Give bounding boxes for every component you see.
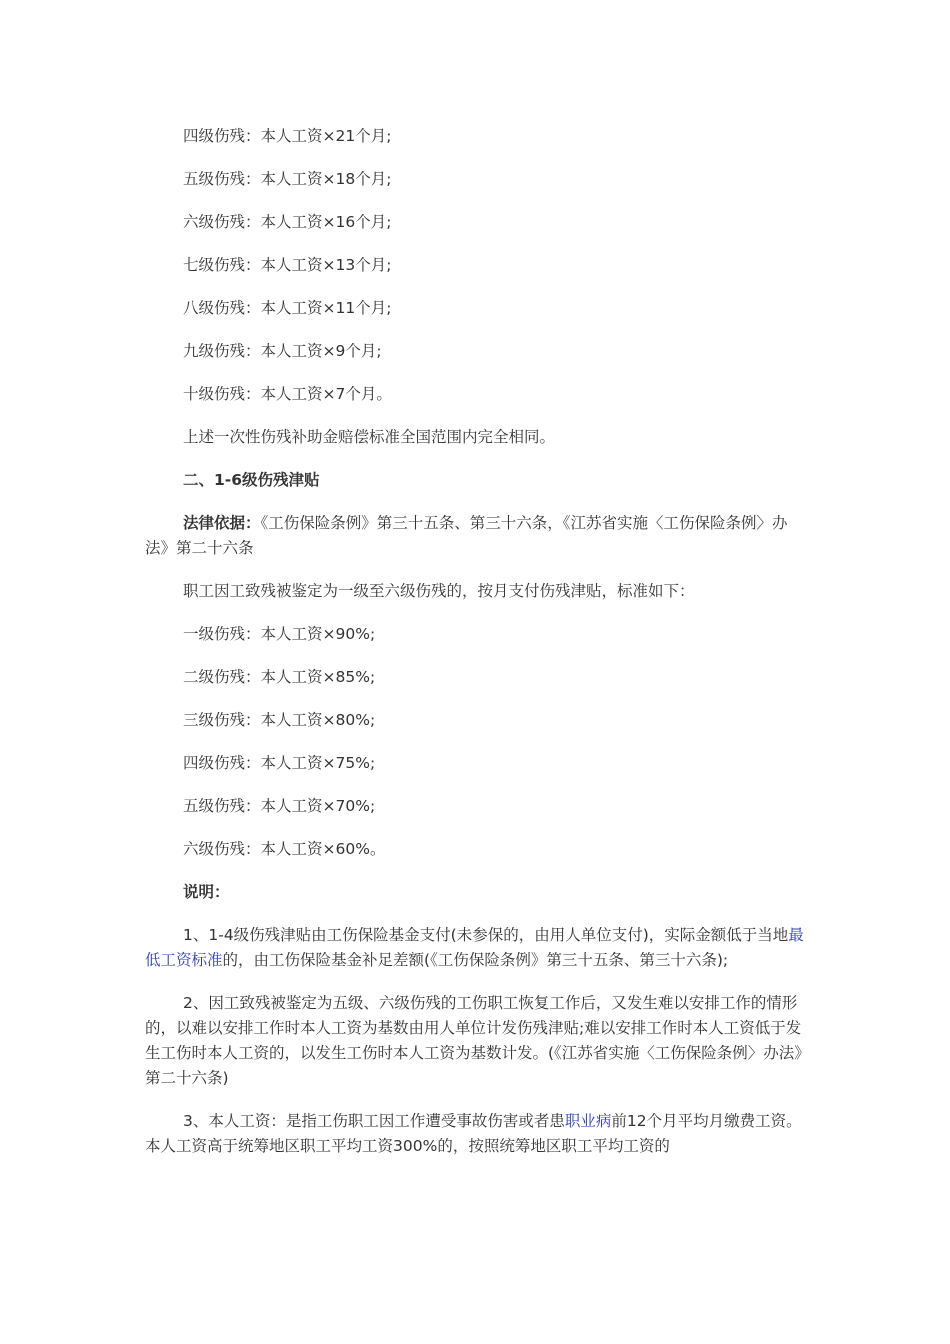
note-1-text-post: 的，由工伤保险基金补足差额(《工伤保险条例》第三十五条、第三十六条); xyxy=(222,951,729,969)
document-body xyxy=(145,124,810,1177)
allowance-line-2: 二级伤残：本人工资×85%; xyxy=(183,668,376,686)
note-2: 2、因工致残被鉴定为五级、六级伤残的工伤职工恢复工作后，又发生难以安排工作的情形的，以难以安排工作时本人工资为基数由用人单位计发伤残津贴;难以安排工作时本人工资低于发生工伤时本人工资的，以发生工伤时本人工资为基数计发。(《江苏省实施〈工伤保险条例〉办法》第二十六条) xyxy=(145,994,810,1087)
compensation-line-6: 六级伤残：本人工资×16个月; xyxy=(183,213,392,231)
compensation-line-10: 十级伤残：本人工资×7个月。 xyxy=(183,385,392,403)
legal-basis-paragraph xyxy=(145,511,810,561)
min-wage-link[interactable]: 最低工资标准 xyxy=(145,926,804,969)
allowance-line-3: 三级伤残：本人工资×80%; xyxy=(183,711,376,729)
compensation-line-8: 八级伤残：本人工资×11个月; xyxy=(183,299,392,317)
note-3 xyxy=(145,1109,810,1159)
allowance-line-4: 四级伤残：本人工资×75%; xyxy=(183,754,376,772)
legal-basis-label: 法律依据： xyxy=(183,514,261,532)
compensation-line-4: 四级伤残：本人工资×21个月; xyxy=(183,127,392,145)
note-1 xyxy=(145,923,810,973)
allowance-line-1: 一级伤残：本人工资×90%; xyxy=(183,625,376,643)
allowance-line-5: 五级伤残：本人工资×70%; xyxy=(183,797,376,815)
section-heading: 二、1-6级伤残津贴 xyxy=(183,471,320,489)
note-3-text-pre: 3、本人工资：是指工伤职工因工作遭受事故伤害或者患 xyxy=(183,1112,565,1130)
compensation-line-9: 九级伤残：本人工资×9个月; xyxy=(183,342,382,360)
occupational-disease-link[interactable]: 职业病 xyxy=(564,1112,612,1130)
note-3-text-post: 前12个月平均月缴费工资。本人工资高于统筹地区职工平均工资300%的，按照统筹地区职工平均工资的 xyxy=(145,1112,802,1155)
allowance-intro: 职工因工致残被鉴定为一级至六级伤残的，按月支付伤残津贴，标准如下： xyxy=(183,582,695,600)
note-1-text-pre: 1、1-4级伤残津贴由工伤保险基金支付(未参保的，由用人单位支付)，实际金额低于当地 xyxy=(183,926,789,944)
notes-heading: 说明： xyxy=(183,883,230,901)
allowance-line-6: 六级伤残：本人工资×60%。 xyxy=(183,840,386,858)
compensation-line-7: 七级伤残：本人工资×13个月; xyxy=(183,256,392,274)
compensation-summary: 上述一次性伤残补助金赔偿标准全国范围内完全相同。 xyxy=(183,428,556,446)
compensation-line-5: 五级伤残：本人工资×18个月; xyxy=(183,170,392,188)
legal-basis-text: 《工伤保险条例》第三十五条、第三十六条，《江苏省实施〈工伤保险条例〉办法》第二十六条 xyxy=(145,514,788,557)
